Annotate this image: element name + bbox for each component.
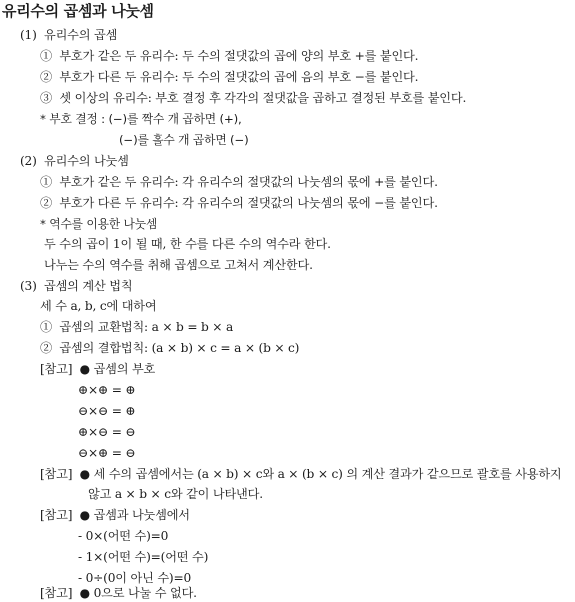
reference-tag: [참고]: [40, 467, 73, 481]
mul-div-rule: - 1×(어떤 수)=(어떤 수): [78, 550, 209, 564]
reference-text: 세 수의 곱셈에서는 (a × b) × c와 a × (b × c) 의 계산 결과가 같으므로 괄호를 사용하지: [93, 467, 562, 481]
reference-tag: [참고]: [40, 508, 73, 522]
item-mark: ①: [40, 49, 52, 63]
sign-note-continued: (−)를 홀수 개 곱하면 (−): [119, 133, 249, 147]
sign-rule: ⊕×⊖ = ⊖: [78, 425, 136, 439]
section-2-heading: [20, 153, 129, 169]
list-item: [40, 340, 299, 356]
section-number: (1): [20, 28, 37, 42]
section-heading-text: 유리수의 나눗셈: [44, 154, 129, 168]
item-text: 부호가 다른 두 유리수: 각 유리수의 절댓값의 나눗셈의 몫에 −를 붙인다.: [59, 196, 438, 210]
reference-text-continued: 않고 a × b × c와 같이 나타낸다.: [88, 487, 263, 501]
section-3-intro: 세 수 a, b, c에 대하여: [40, 299, 157, 313]
mul-div-rule: - 0÷(0이 아닌 수)=0: [78, 571, 192, 585]
item-text: 부호가 같은 두 유리수: 각 유리수의 절댓값의 나눗셈의 몫에 +를 붙인다.: [59, 175, 438, 189]
sign-rule: ⊕×⊕ = ⊕: [78, 383, 136, 397]
reference-parentheses: [40, 466, 561, 482]
note-text: 부호 결정 : (−)를 짝수 개 곱하면 (+),: [49, 112, 242, 126]
list-item: [40, 69, 418, 85]
section-3-heading: [20, 278, 132, 294]
item-text: 곱셈의 결합법칙: (a × b) × c = a × (b × c): [59, 341, 300, 355]
item-text: 곱셈의 교환법칙: a × b = b × a: [59, 320, 234, 334]
sign-rule: ⊖×⊕ = ⊖: [78, 446, 136, 460]
reference-sign-rules: [40, 361, 155, 377]
list-item: [40, 48, 418, 64]
item-text: 셋 이상의 유리수: 부호 결정 후 각각의 절댓값을 곱하고 결정된 부호를 붙인다.: [59, 91, 467, 105]
item-mark: ①: [40, 175, 52, 189]
reciprocal-note-heading: [40, 216, 157, 232]
list-item: [40, 90, 466, 106]
note-mark: *: [40, 112, 46, 126]
item-mark: ③: [40, 91, 52, 105]
reference-tag: [참고]: [40, 586, 73, 600]
item-text: 부호가 다른 두 유리수: 두 수의 절댓값의 곱에 음의 부호 −를 붙인다.: [59, 70, 419, 84]
bullet-icon: ●: [79, 467, 90, 481]
item-mark: ②: [40, 70, 52, 84]
item-mark: ②: [40, 341, 52, 355]
section-heading-text: 곱셈의 계산 법칙: [44, 279, 133, 293]
reciprocal-method: 나누는 수의 역수를 취해 곱셈으로 고쳐서 계산한다.: [44, 258, 313, 272]
sign-note: [40, 111, 242, 127]
note-mark: *: [40, 217, 46, 231]
section-number: (3): [20, 279, 37, 293]
section-1-heading: [20, 27, 117, 43]
reciprocal-definition: 두 수의 곱이 1이 될 때, 한 수를 다른 수의 역수라 한다.: [44, 237, 331, 251]
sign-rule: ⊖×⊖ = ⊕: [78, 404, 136, 418]
item-mark: ②: [40, 196, 52, 210]
list-item: [40, 195, 438, 211]
bullet-icon: ●: [79, 362, 90, 376]
section-heading-text: 유리수의 곱셈: [44, 28, 118, 42]
reference-heading: 곱셈과 나눗셈에서: [93, 508, 190, 522]
reference-no-zero-division: [40, 585, 197, 601]
item-mark: ①: [40, 320, 52, 334]
reference-text: 0으로 나눌 수 없다.: [93, 586, 197, 600]
page-title: 유리수의 곱셈과 나눗셈: [2, 2, 154, 20]
item-text: 부호가 같은 두 유리수: 두 수의 절댓값의 곱에 양의 부호 +를 붙인다.: [59, 49, 419, 63]
bullet-icon: ●: [79, 508, 90, 522]
list-item: [40, 319, 233, 335]
reference-heading: 곱셈의 부호: [93, 362, 156, 376]
reference-tag: [참고]: [40, 362, 73, 376]
list-item: [40, 174, 438, 190]
note-text: 역수를 이용한 나눗셈: [49, 217, 158, 231]
mul-div-rule: - 0×(어떤 수)=0: [78, 529, 169, 543]
section-number: (2): [20, 154, 37, 168]
reference-mul-div: [40, 507, 190, 523]
bullet-icon: ●: [79, 586, 90, 600]
